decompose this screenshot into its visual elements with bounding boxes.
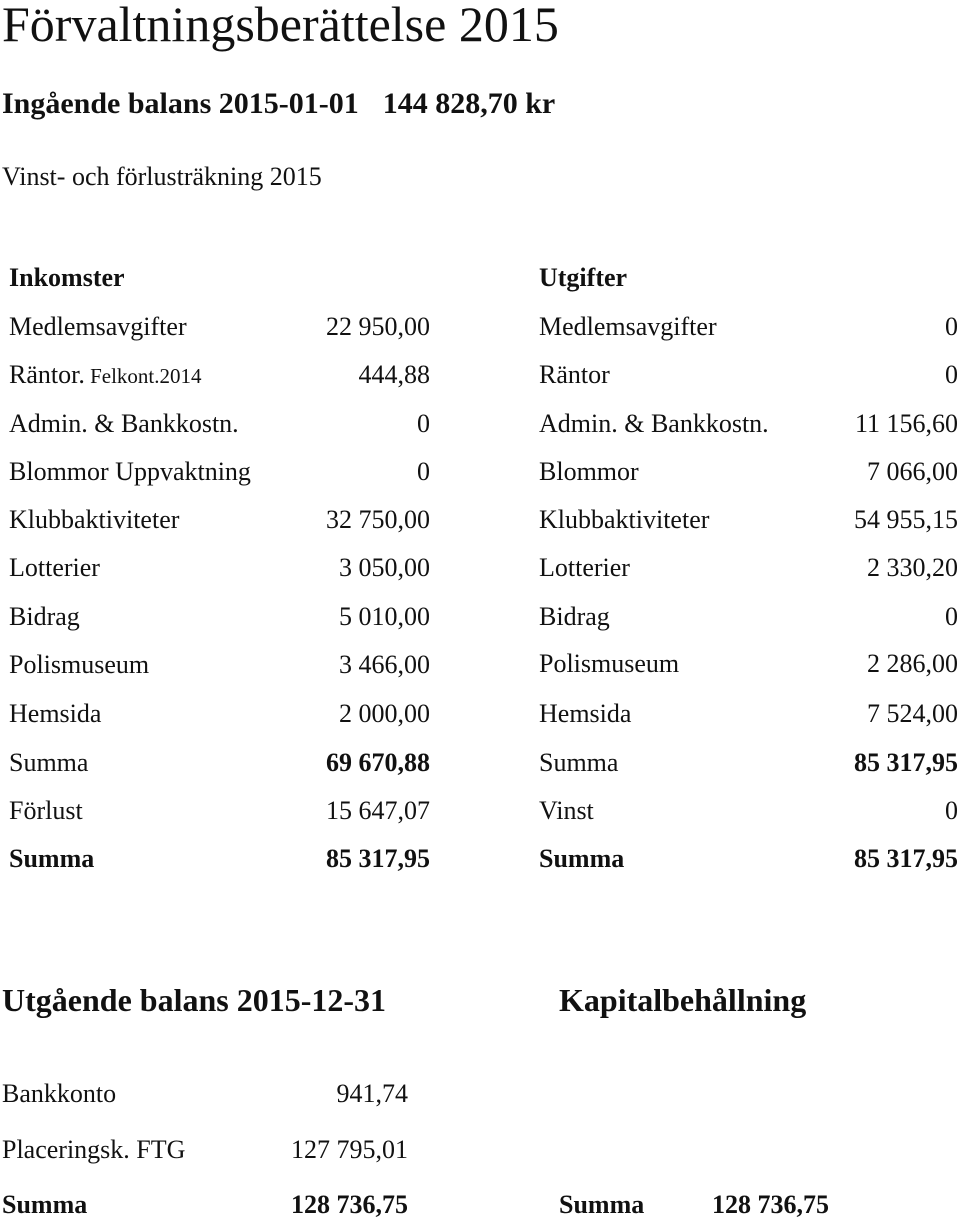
row-value: 0 bbox=[945, 602, 958, 631]
opening-balance-amount: 144 828,70 kr bbox=[382, 87, 556, 120]
row-value: 941,74 bbox=[336, 1079, 408, 1108]
row-value: 128 736,75 bbox=[712, 1190, 829, 1219]
income-statement-title: Vinst- och förlusträkning 2015 bbox=[2, 162, 322, 191]
row-value: 7 524,00 bbox=[867, 699, 958, 728]
row-label: Placeringsk. FTG bbox=[2, 1135, 186, 1164]
row-label: Admin. & Bankkostn. bbox=[539, 409, 769, 438]
capital-header: Kapitalbehållning bbox=[559, 982, 807, 1018]
row-label: Summa bbox=[539, 748, 619, 777]
row-value: 127 795,01 bbox=[291, 1135, 408, 1164]
row-value: 3 466,00 bbox=[339, 650, 430, 679]
row-label: Summa bbox=[559, 1190, 645, 1219]
row-value: 15 647,07 bbox=[326, 796, 430, 825]
row-label: Summa bbox=[9, 748, 89, 777]
row-value: 5 010,00 bbox=[339, 602, 430, 631]
row-value: 0 bbox=[945, 312, 958, 341]
row-value: 54 955,15 bbox=[854, 505, 958, 534]
row-label: Klubbaktiviteter bbox=[539, 505, 710, 534]
row-value: 69 670,88 bbox=[326, 748, 430, 777]
row-value: 0 bbox=[417, 457, 430, 486]
row-value: 2 000,00 bbox=[339, 699, 430, 728]
row-value: 2 330,20 bbox=[867, 553, 958, 582]
closing-balance-header: Utgående balans 2015-12-31 bbox=[2, 982, 387, 1018]
row-value: 444,88 bbox=[358, 360, 430, 389]
row-label: Bidrag bbox=[539, 602, 610, 631]
row-label: Förlust bbox=[9, 796, 83, 825]
row-label: Bidrag bbox=[9, 602, 80, 631]
document-title: Förvaltningsberättelse 2015 bbox=[2, 0, 559, 52]
row-label: Polismuseum bbox=[9, 650, 150, 679]
row-label: Hemsida bbox=[9, 699, 102, 728]
row-label: Summa bbox=[2, 1190, 88, 1219]
row-label: Admin. & Bankkostn. bbox=[9, 409, 239, 438]
row-label: Vinst bbox=[539, 796, 594, 825]
row-label: Räntor bbox=[539, 360, 610, 389]
row-label: Blommor Uppvaktning bbox=[9, 457, 251, 486]
row-label: Polismuseum bbox=[539, 649, 680, 678]
row-value: 0 bbox=[945, 360, 958, 389]
row-value: 0 bbox=[417, 409, 430, 438]
opening-balance-label: Ingående balans 2015-01-01 bbox=[2, 87, 359, 120]
row-value: 7 066,00 bbox=[867, 457, 958, 486]
row-label: Hemsida bbox=[539, 699, 632, 728]
row-value: 85 317,95 bbox=[854, 748, 958, 777]
row-value: 11 156,60 bbox=[854, 409, 958, 438]
row-value: 85 317,95 bbox=[326, 844, 430, 873]
opening-balance bbox=[2, 86, 555, 122]
row-label: Lotterier bbox=[539, 553, 630, 582]
row-label: Medlemsavgifter bbox=[539, 312, 717, 341]
row-value: 85 317,95 bbox=[854, 844, 958, 873]
row-label: Klubbaktiviteter bbox=[9, 505, 180, 534]
row-value: 22 950,00 bbox=[326, 312, 430, 341]
row-label: Medlemsavgifter bbox=[9, 312, 187, 341]
row-label: Summa bbox=[9, 844, 95, 873]
row-value: 0 bbox=[945, 796, 958, 825]
row-value: 128 736,75 bbox=[291, 1190, 408, 1219]
row-label: Lotterier bbox=[9, 553, 100, 582]
row-label: Räntor. Felkont.2014 bbox=[9, 360, 202, 389]
row-label: Bankkonto bbox=[2, 1079, 117, 1108]
row-label: Summa bbox=[539, 844, 625, 873]
row-value: 32 750,00 bbox=[326, 505, 430, 534]
row-label: Blommor bbox=[539, 457, 639, 486]
row-value: 3 050,00 bbox=[339, 553, 430, 582]
row-value: 2 286,00 bbox=[867, 649, 958, 678]
